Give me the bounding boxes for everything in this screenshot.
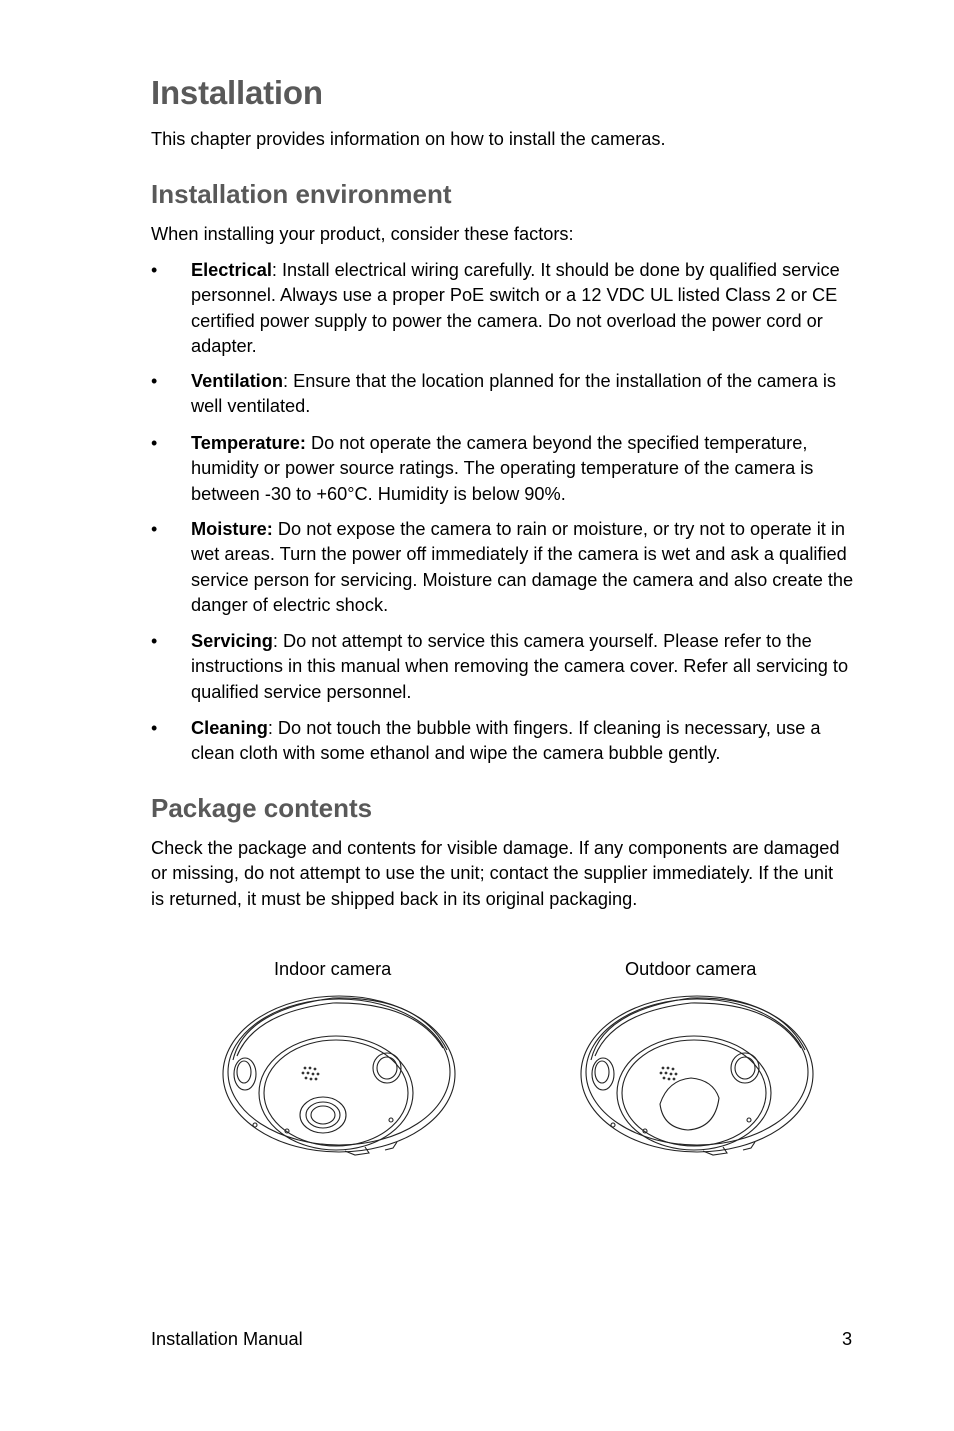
term-separator: : [267, 718, 278, 738]
term-label: Electrical [191, 260, 272, 280]
footer-page-number: 3 [842, 1329, 853, 1349]
term-label: Temperature: [191, 433, 306, 453]
term-separator: : [282, 371, 294, 391]
section-heading-environment: Installation environment [151, 179, 452, 209]
item-text: Do not attempt to service this camera yourself. Please refer to the instructions in this manual when removing the camera cover. Refer all servicing to qualified service personnel. [191, 631, 849, 702]
term-label: Cleaning [191, 718, 268, 738]
item-text: Do not touch the bubble with fingers. If cleaning is necessary, use a clean cloth with some ethanol and wipe the camera bubble gently. [191, 718, 821, 764]
package-text: Check the package and contents for visible damage. If any components are damaged or missing, do not attempt to use the unit; contact the supplier immediately. If the unit is returned, it must be shipped back in its original packaging. [151, 838, 840, 909]
bullet-icon: • [151, 519, 158, 539]
outdoor-camera-caption: Outdoor camera [625, 959, 757, 979]
bullet-icon: • [151, 718, 158, 738]
bullet-icon: • [151, 631, 158, 651]
term-label: Servicing [191, 631, 273, 651]
outdoor-camera-illustration [573, 990, 823, 1162]
bullet-icon: • [151, 371, 158, 391]
item-text: Do not operate the camera beyond the specified temperature, humidity or power source ratings. The operating temperature of the camera is between -30 to +60°C. Humidity is below 90%. [191, 433, 814, 504]
indoor-camera-illustration [215, 990, 465, 1162]
indoor-camera-caption: Indoor camera [274, 959, 392, 979]
term-separator: : [272, 631, 283, 651]
term-label: Moisture: [191, 519, 273, 539]
item-text: Install electrical wiring carefully. It should be done by qualified service personnel. Always use a proper PoE switch or a 12 VDC UL listed Class 2 or CE certified power supply to power the camera. Do not overload the power cord or adapter. [191, 260, 840, 356]
footer-document-title: Installation Manual [151, 1329, 303, 1349]
intro-text: This chapter provides information on how to install the cameras. [151, 129, 666, 149]
bullet-icon: • [151, 433, 158, 453]
bullet-icon: • [151, 260, 158, 280]
term-label: Ventilation [191, 371, 283, 391]
page-title: Installation [151, 74, 323, 111]
environment-lead: When installing your product, consider these factors: [151, 224, 574, 244]
section-heading-package: Package contents [151, 793, 373, 823]
item-text: Ensure that the location planned for the installation of the camera is well ventilated. [191, 371, 837, 417]
term-separator: : [271, 260, 282, 280]
item-text: Do not expose the camera to rain or moisture, or try not to operate it in wet areas. Turn the power off immediately if the camera is wet and ask a qualified service person for servicing. Moisture can damage the camera and also create the danger of electric shock. [191, 519, 854, 615]
